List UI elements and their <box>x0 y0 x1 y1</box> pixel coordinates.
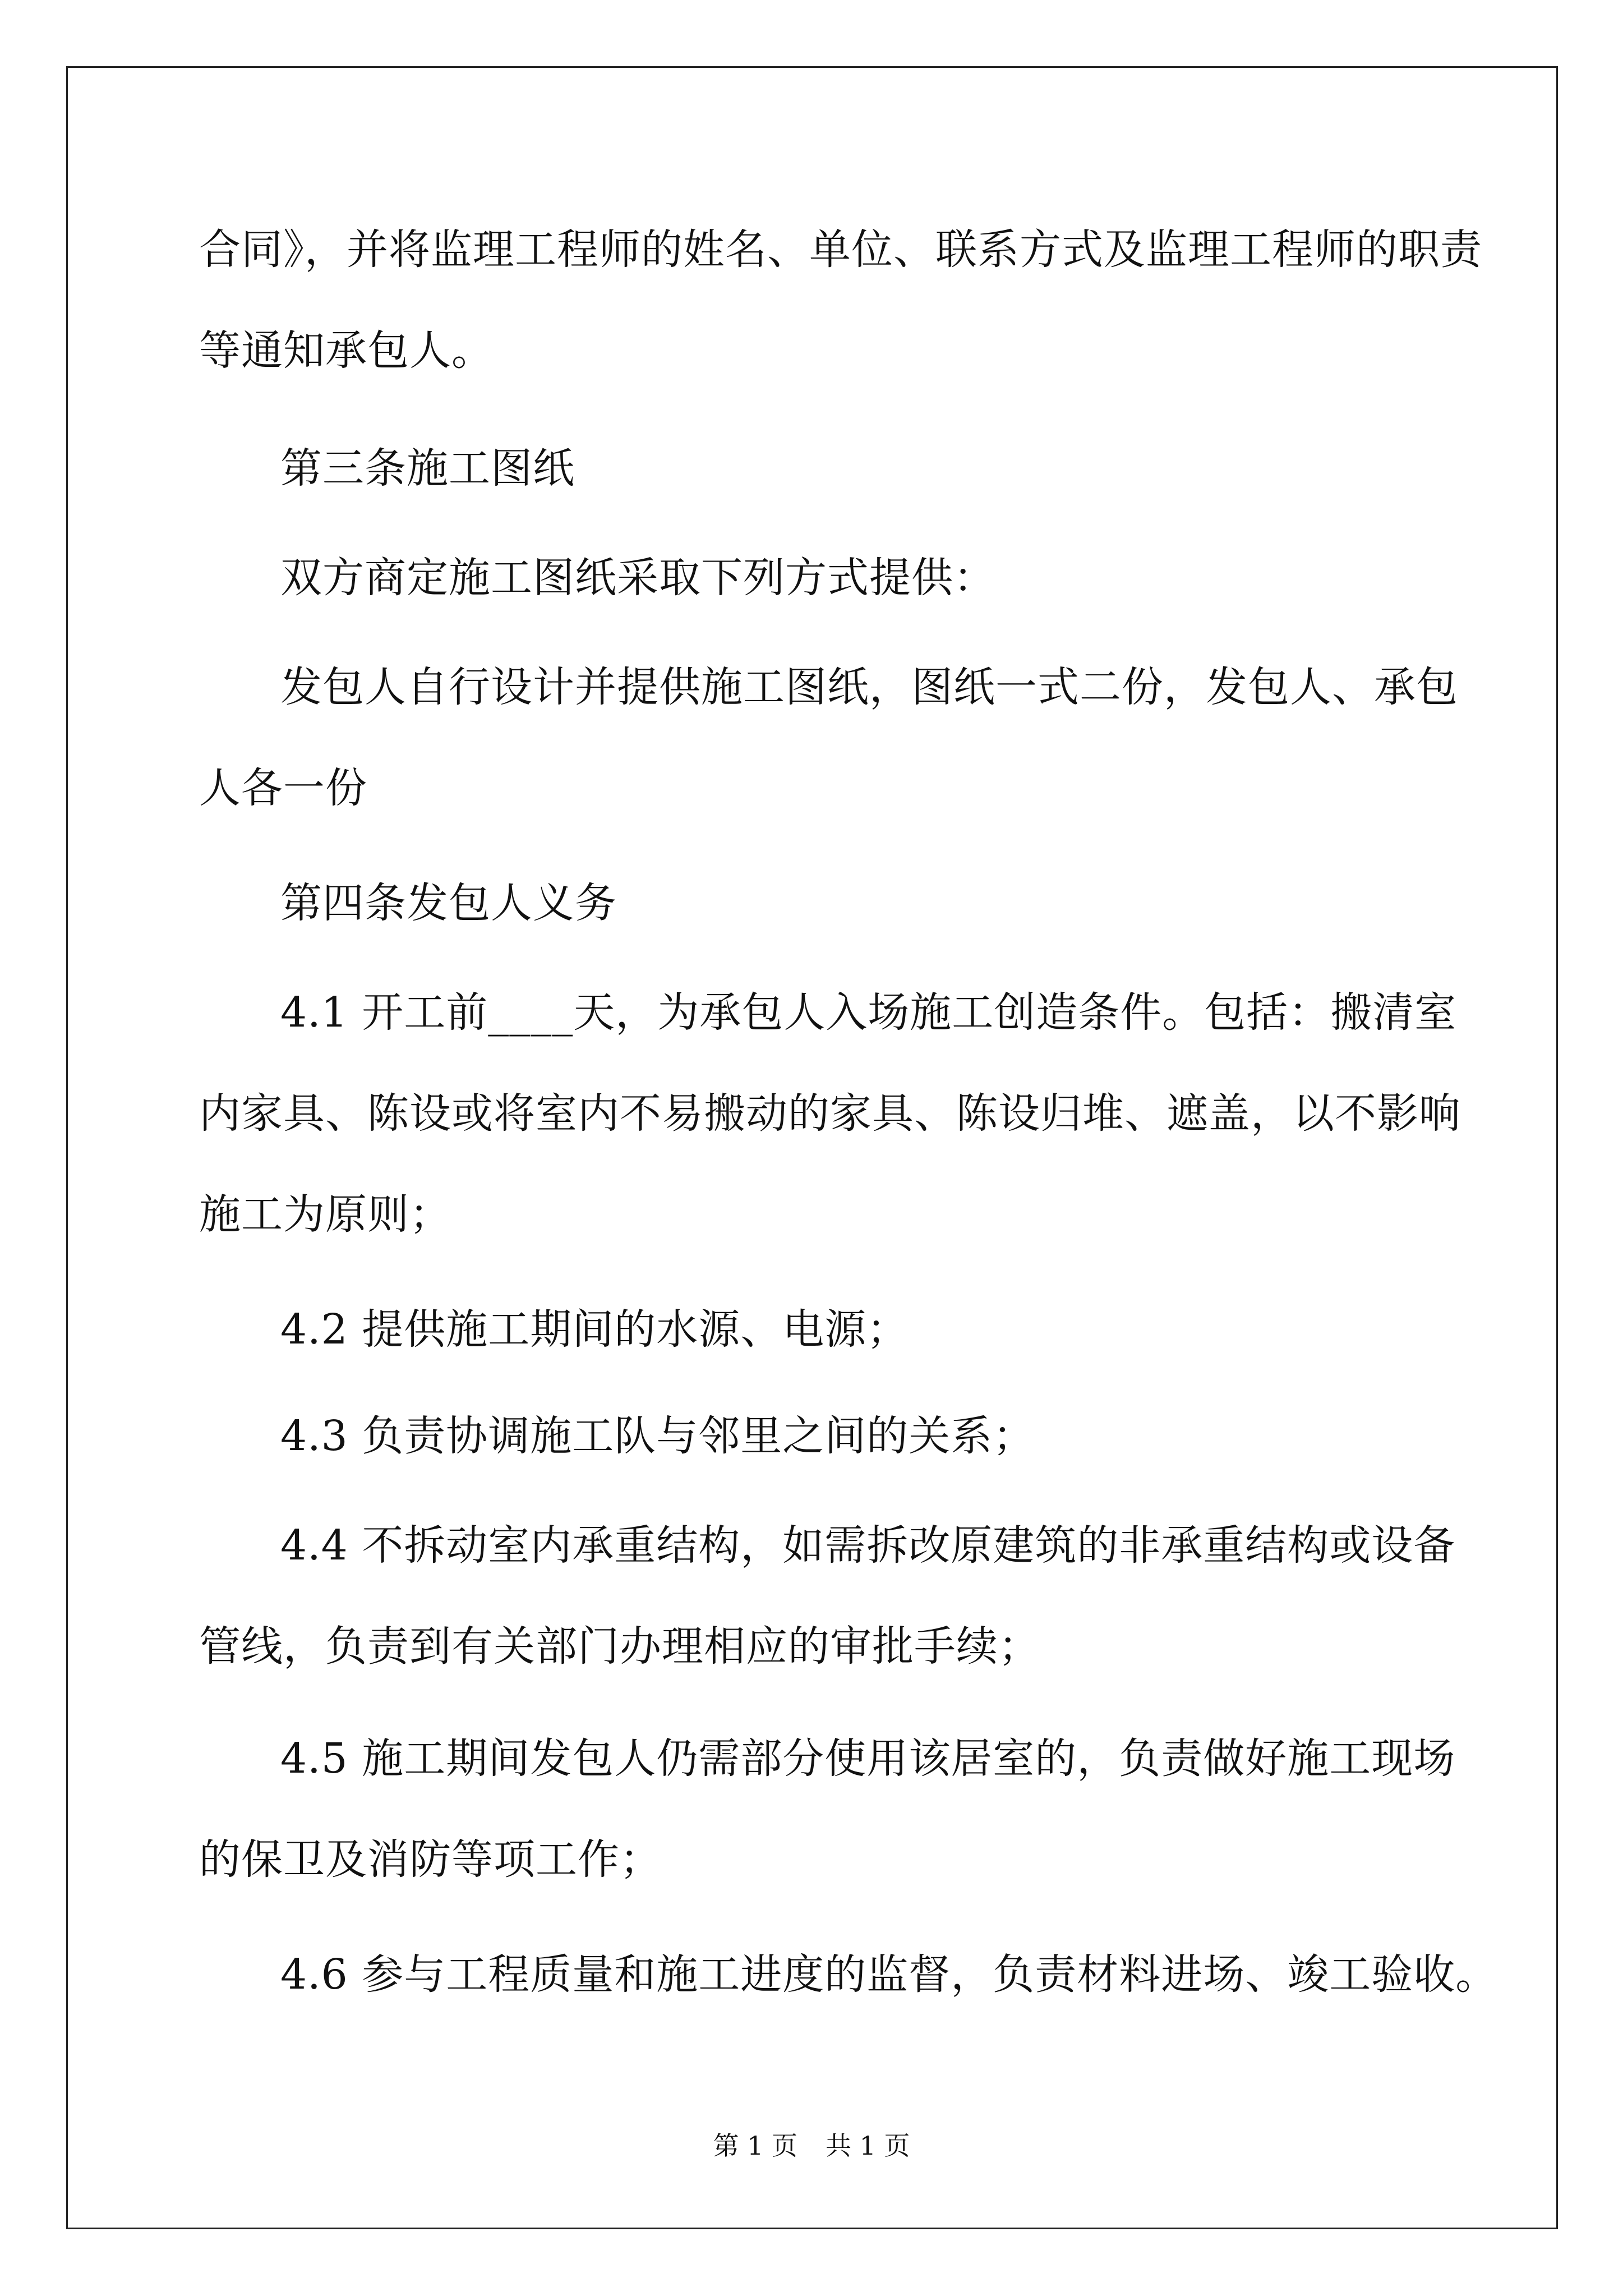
text-line: 施工为原则； <box>199 1190 451 1239</box>
text-line: 等通知承包人。 <box>199 326 494 375</box>
text-line: 发包人自行设计并提供施工图纸，图纸一式二份，发包人、承包 <box>280 663 1458 711</box>
text-line: 合同》，并将监理工程师的姓名、单位、联系方式及监理工程师的职责 <box>199 226 1482 274</box>
text-line: 4.2 提供施工期间的水源、电源； <box>280 1305 909 1354</box>
page-footer <box>0 2129 1623 2162</box>
page-border <box>66 66 1558 2229</box>
text-line: 双方商定施工图纸采取下列方式提供： <box>280 554 995 602</box>
text-line: 4.4 不拆动室内承重结构，如需拆改原建筑的非承重结构或设备 <box>280 1521 1456 1570</box>
text-line: 管线，负责到有关部门办理相应的审批手续； <box>199 1622 1040 1671</box>
section-heading: 第三条施工图纸 <box>280 444 575 493</box>
text-line: 4.3 负责协调施工队与邻里之间的关系； <box>280 1412 1035 1460</box>
text-line: 4.6 参与工程质量和施工进度的监督，负责材料进场、竣工验收。 <box>280 1950 1498 1999</box>
text-line: 4.1 开工前____天，为承包人入场施工创造条件。包括：搬清室 <box>280 988 1457 1037</box>
text-line: 的保卫及消防等项工作； <box>199 1835 662 1884</box>
text-line: 4.5 施工期间发包人仍需部分使用该居室的，负责做好施工现场 <box>280 1734 1456 1783</box>
text-line: 人各一份 <box>199 764 367 812</box>
text-line: 内家具、陈设或将室内不易搬动的家具、陈设归堆、遮盖，以不影响 <box>199 1089 1461 1138</box>
section-heading: 第四条发包人义务 <box>280 879 617 927</box>
page-number-total: 共 1 页 <box>826 2131 910 2161</box>
page-number-current: 第 1 页 <box>713 2131 797 2161</box>
